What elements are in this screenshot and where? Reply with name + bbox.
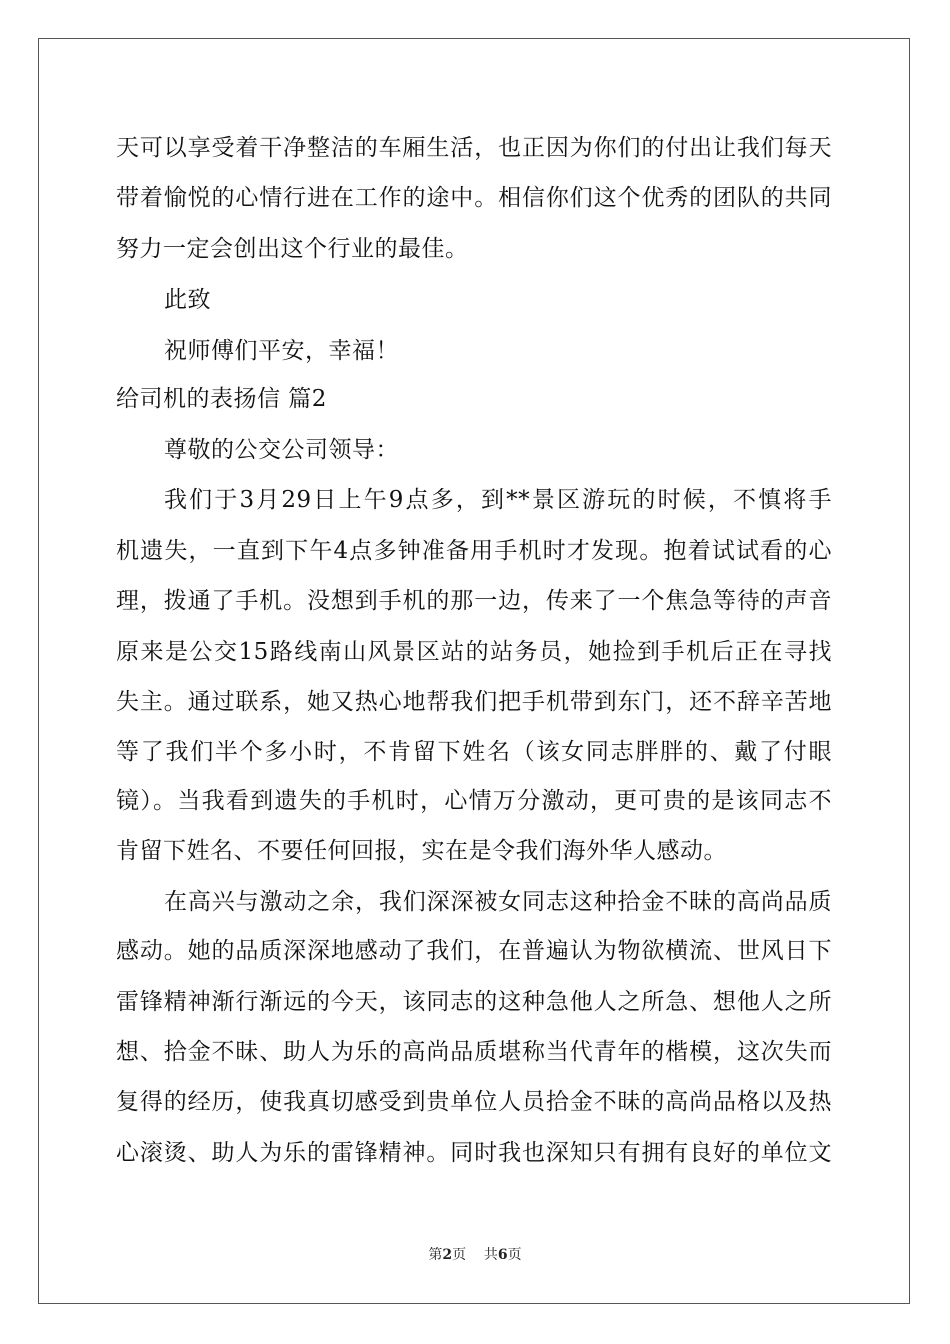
page-footer [0,1246,950,1264]
text-line: 天可以享受着干净整洁的车厢生活，也正因为你们的付出让我们每天 [116,135,832,161]
text-line: 复得的经历，使我真切感受到贵单位人员拾金不昧的高尚品格以及热 [116,1089,832,1115]
letter-greeting: 尊敬的公交公司领导： [164,437,399,463]
text-line: 带着愉悦的心情行进在工作的途中。相信你们这个优秀的团队的共同 [116,185,832,211]
text-line: 努力一定会创出这个行业的最佳。 [116,236,469,262]
closing-salutation: 此致 [164,287,211,313]
text-line: 理，拨通了手机。没想到手机的那一边，传来了一个焦急等待的声音 [116,588,832,614]
page-suffix: 页 [452,1247,467,1263]
page-total: 6 [497,1247,508,1263]
page-prefix: 第 [428,1247,443,1263]
text-line: 原来是公交15路线南山风景区站的站务员，她捡到手机后正在寻找 [116,639,832,665]
closing-wish: 祝师傅们平安，幸福！ [164,338,399,364]
page-current: 2 [442,1247,453,1263]
text-line: 我们于3月29日上午9点多，到**景区游玩的时候，不慎将手 [164,487,832,513]
text-line: 在高兴与激动之余，我们深深被女同志这种拾金不昧的高尚品质 [164,889,832,915]
text-line: 机遗失，一直到下午4点多钟准备用手机时才发现。抱着试试看的心 [116,538,832,564]
total-prefix: 共 [483,1247,498,1263]
text-line: 想、拾金不昧、助人为乐的高尚品质堪称当代青年的楷模，这次失而 [116,1039,832,1065]
total-suffix: 页 [507,1247,522,1263]
text-line: 雷锋精神渐行渐远的今天，该同志的这种急他人之所急、想他人之所 [116,989,832,1015]
text-line: 肯留下姓名、不要任何回报，实在是令我们海外华人感动。 [116,838,727,864]
section-heading: 给司机的表扬信 篇2 [116,386,327,412]
text-line: 镜）。当我看到遗失的手机时，心情万分激动，更可贵的是该同志不 [116,788,832,814]
text-line: 感动。她的品质深深地感动了我们，在普遍认为物欲横流、世风日下 [116,938,832,964]
text-line: 等了我们半个多小时，不肯留下姓名（该女同志胖胖的、戴了付眼 [116,739,832,765]
text-line: 心滚烫、助人为乐的雷锋精神。同时我也深知只有拥有良好的单位文 [116,1140,832,1166]
text-line: 失主。通过联系，她又热心地帮我们把手机带到东门，还不辞辛苦地 [116,689,832,715]
